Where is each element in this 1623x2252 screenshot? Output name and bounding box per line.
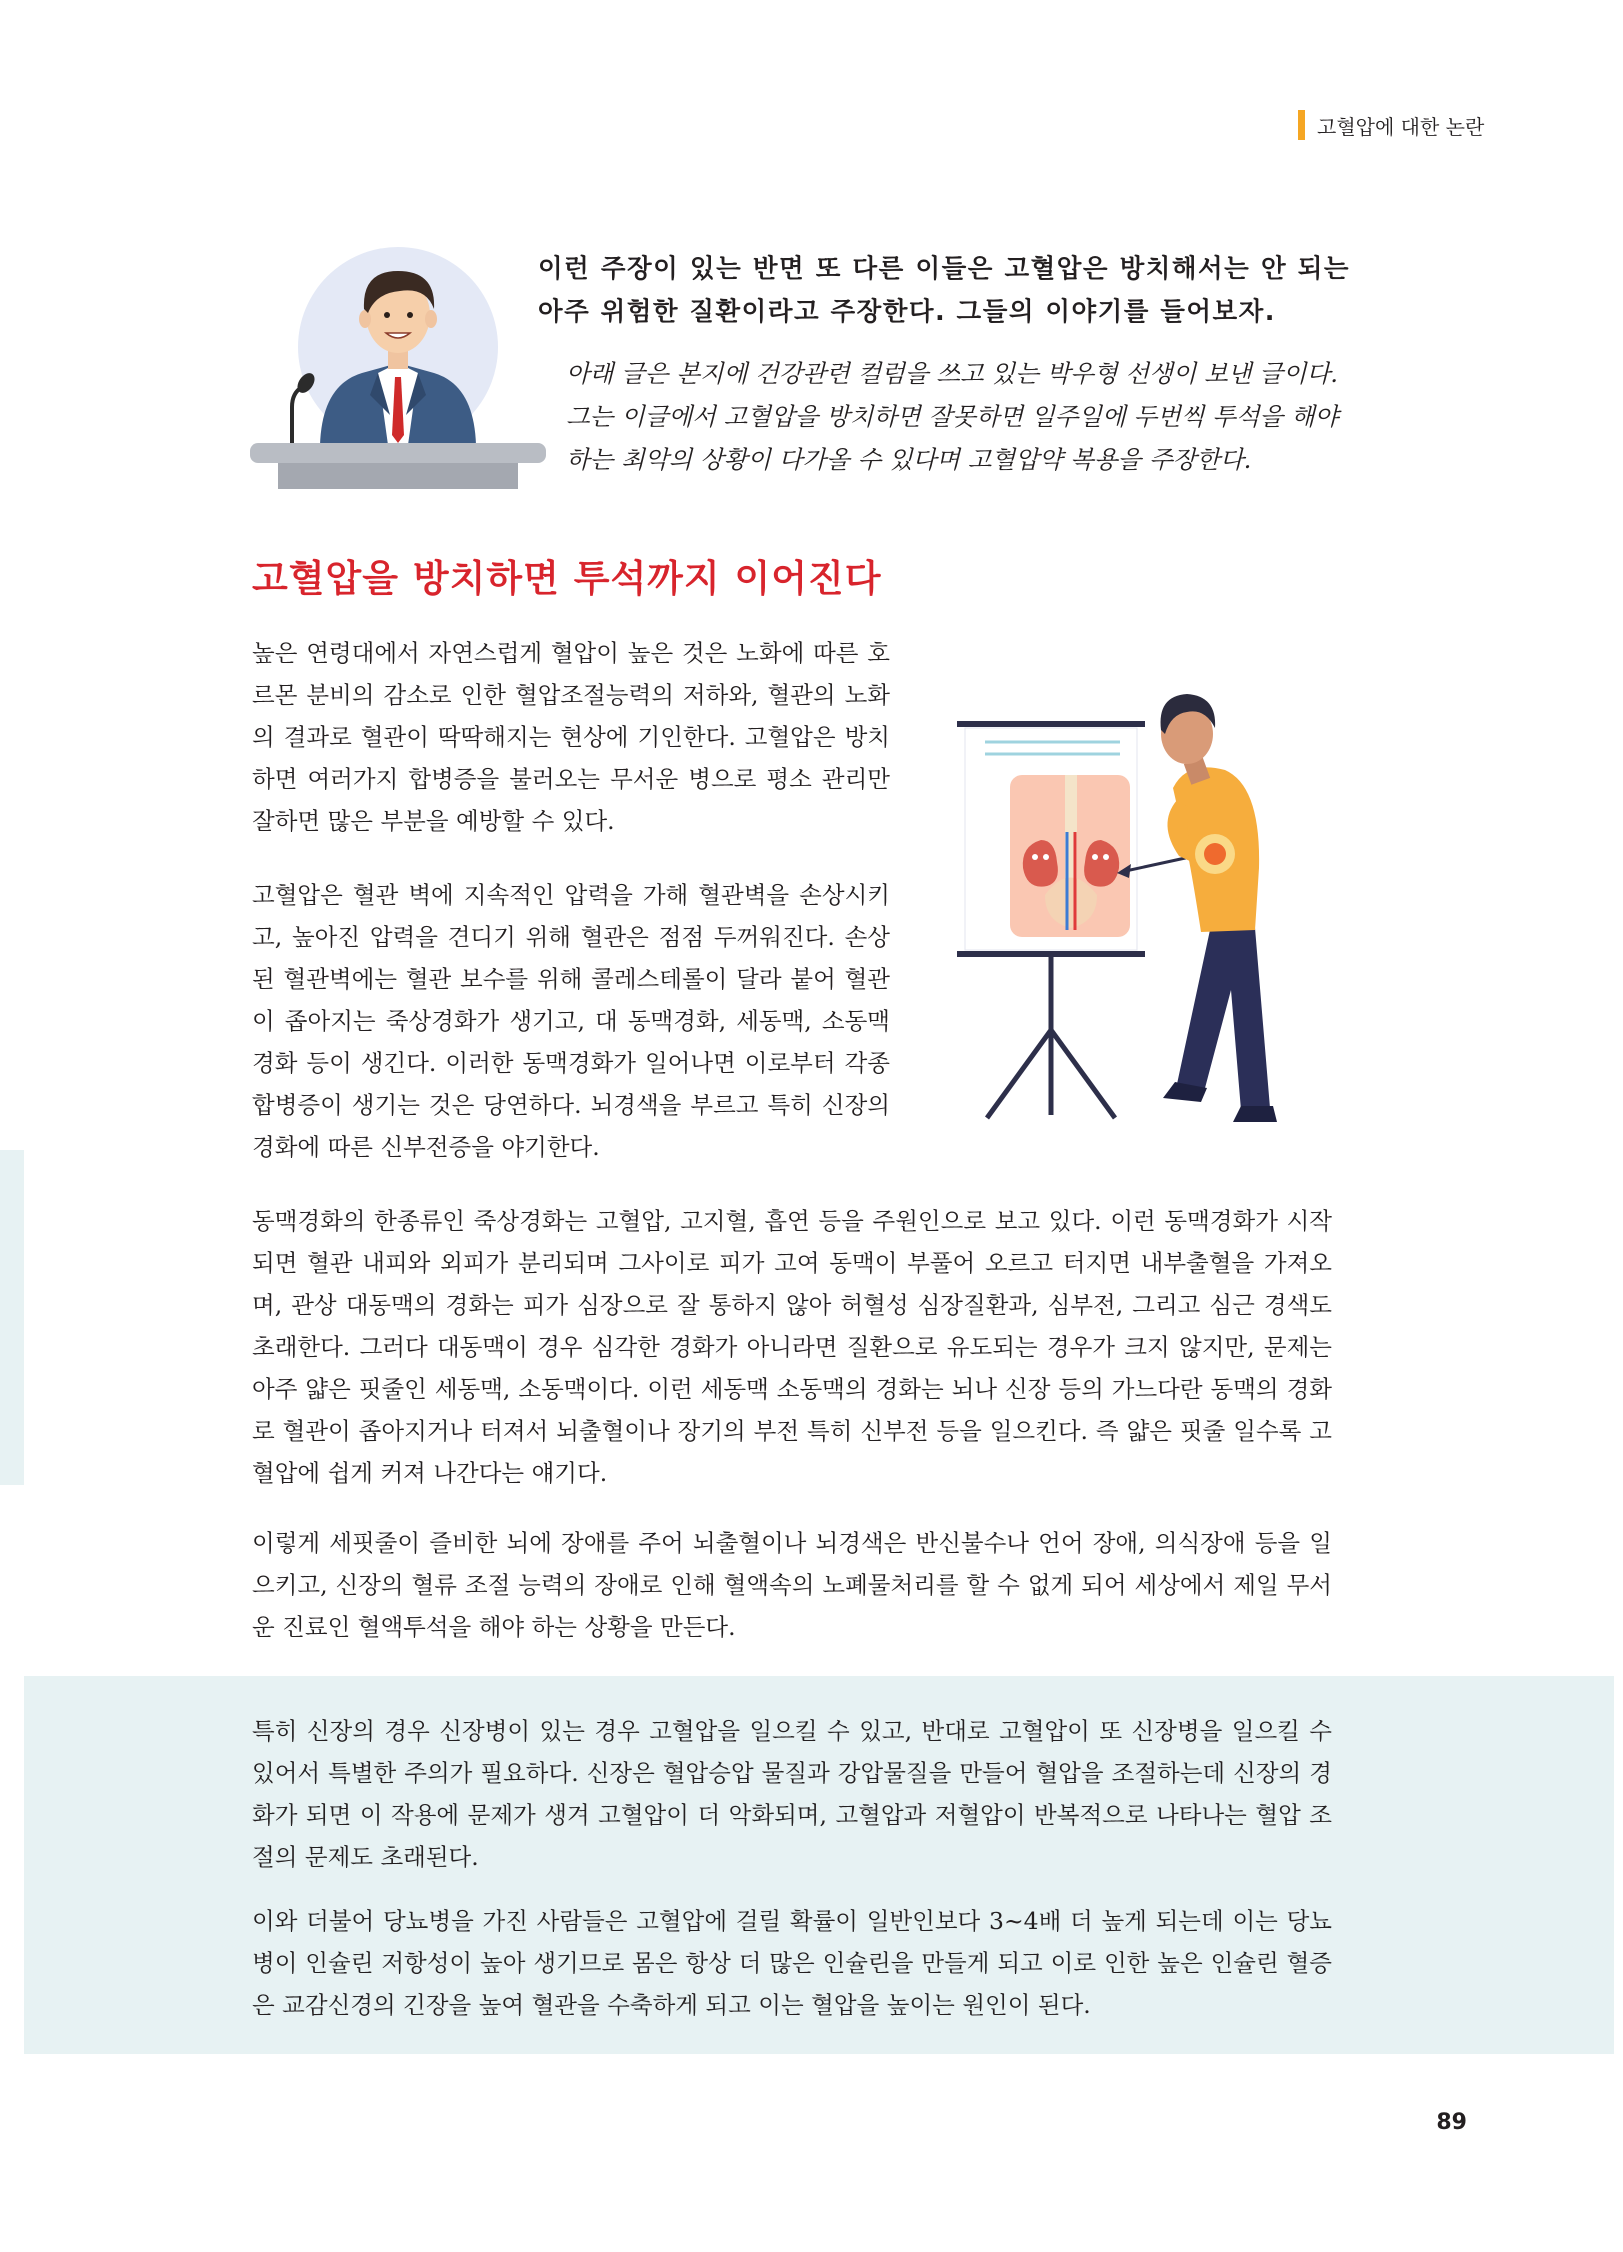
page-edge-tab [0,1150,24,1485]
intro-italic-text: 아래 글은 본지에 건강관련 컬럼을 쓰고 있는 박우형 선생이 보낸 글이다. 그는 이글에서 고혈압을 방치하면 잘못하면 일주일에 두번씩 투석을 해야 하는 최악의 상황이 다가올 수 있다며 고혈압약 복용을 주장한다. [566,359,1339,474]
section-title: 고혈압에 대한 논란 [1317,114,1485,139]
body-paragraph-2: 고혈압은 혈관 벽에 지속적인 압력을 가해 혈관벽을 손상시키고, 높아진 압력을 견디기 위해 혈관은 점점 두꺼워진다. 손상된 혈관벽에는 혈관 보수를 위해 콜레스테롤이 달라 붙어 혈관이 좁아지는 죽상경화가 생기고, 대 동맥경화, 세동맥, 소동맥 경화 등이 생긴다. 이러한 동맥경화가 일어나면 이로부터 각종 합병증이 생기는 것은 당연하다. 뇌경색을 부르고 특히 신장의 경화에 따른 신부전증을 야기한다. [252,881,890,1161]
running-header [1298,110,1484,140]
speaker-at-podium-illustration [250,235,550,505]
body-paragraph-4: 이렇게 세핏줄이 즐비한 뇌에 장애를 주어 뇌출혈이나 뇌경색은 반신불수나 언어 장애, 의식장애 등을 일으키고, 신장의 혈류 조절 능력의 장애로 인해 혈액속의 노폐물처리를 할 수 없게 되어 세상에서 제일 무서운 진료인 혈액투석을 해야 하는 상황을 만든다. [252,1529,1332,1641]
page-number: 89 [1436,2110,1467,2135]
highlight-paragraph-2: 이와 더불어 당뇨병을 가진 사람들은 고혈압에 걸릴 확률이 일반인보다 3~4배 더 높게 되는데 이는 당뇨병이 인슐린 저항성이 높아 생기므로 몸은 항상 더 많은 인슐린을 만들게 되고 이로 인한 높은 인슐린 혈증은 교감신경의 긴장을 높여 혈관을 수축하게 되고 이는 혈압을 높이는 원인이 된다. [252,1907,1332,2019]
kidney-pain-illustration [925,610,1325,1150]
highlight-paragraph-1: 특히 신장의 경우 신장병이 있는 경우 고혈압을 일으킬 수 있고, 반대로 고혈압이 또 신장병을 일으킬 수 있어서 특별한 주의가 필요하다. 신장은 혈압승압 물질과 강압물질을 만들어 혈압을 조절하는데 신장의 경화가 되면 이 작용에 문제가 생겨 고혈압이 더 악화되며, 고혈압과 저혈압이 반복적으로 나타나는 혈압 조절의 문제도 초래된다. [252,1717,1332,1871]
body-paragraph-1: 높은 연령대에서 자연스럽게 혈압이 높은 것은 노화에 따른 호르몬 분비의 감소로 인한 혈압조절능력의 저하와, 혈관의 노화의 결과로 혈관이 딱딱해지는 현상에 기인한다. 고혈압은 방치하면 여러가지 합병증을 불러오는 무서운 병으로 평소 관리만 잘하면 많은 부분을 예방할 수 있다. [252,639,890,835]
section-heading: 고혈압을 방치하면 투석까지 이어진다 [252,557,882,600]
header-accent-bar [1298,110,1305,140]
body-paragraph-3: 동맥경화의 한종류인 죽상경화는 고혈압, 고지혈, 흡연 등을 주원인으로 보고 있다. 이런 동맥경화가 시작되면 혈관 내피와 외피가 분리되며 그사이로 피가 고여 동맥이 부풀어 오르고 터지면 내부출혈을 가져오며, 관상 대동맥의 경화는 피가 심장으로 잘 통하지 않아 허혈성 심장질환과, 심부전, 그리고 심근 경색도 초래한다. 그러다 대동맥이 경우 심각한 경화가 아니라면 질환으로 유도되는 경우가 크지 않지만, 문제는 아주 얇은 핏줄인 세동맥, 소동맥이다. 이런 세동맥 소동맥의 경화는 뇌나 신장 등의 가느다란 동맥의 경화로 혈관이 좁아지거나 터져서 뇌출혈이나 장기의 부전 특히 신부전 등을 일으킨다. 즉 얇은 핏줄 일수록 고혈압에 쉽게 커져 나간다는 얘기다. [252,1207,1332,1487]
intro-bold-text: 이런 주장이 있는 반면 또 다른 이들은 고혈압은 방치해서는 안 되는 아주 위험한 질환이라고 주장한다. 그들의 이야기를 들어보자. [538,254,1350,327]
